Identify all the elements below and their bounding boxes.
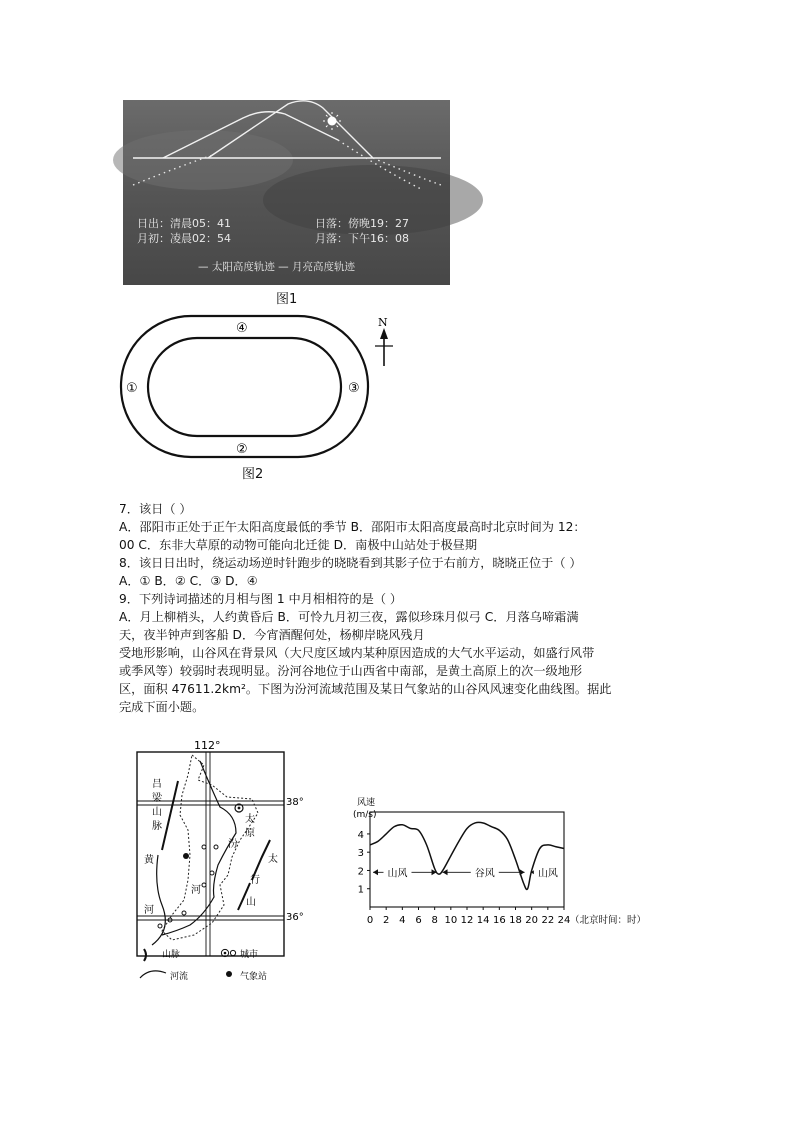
chart-period-label: 谷风 (474, 868, 495, 880)
svg-text:太: 太 (245, 814, 255, 825)
chart-y-tick-label: 1 (357, 884, 364, 896)
latitude-36-label: 36° (286, 912, 304, 923)
moonrise-text: 月初：凌晨02：54 (137, 232, 231, 245)
svg-text:原: 原 (245, 828, 255, 839)
he-label-fen: 河 (191, 885, 201, 896)
wind-speed-chart (325, 790, 690, 930)
svg-text:行: 行 (250, 875, 260, 886)
chart-x-tick-label: 16 (492, 915, 506, 926)
track-inner (148, 338, 341, 436)
chart-x-tick-label: 4 (399, 915, 406, 926)
chart-series-line (370, 822, 564, 889)
svg-text:梁: 梁 (152, 793, 162, 804)
chart-ylabel-line2: (m/s) (353, 810, 377, 820)
track-position-4: ④ (236, 321, 248, 336)
chart-y-tick-label: 3 (357, 848, 364, 860)
figure-2-caption: 图2 (242, 467, 264, 482)
chart-period-label: 山风 (387, 868, 408, 880)
chart-x-axis-label: （北京时间：时） (570, 915, 647, 926)
chart-y-tick-label: 4 (357, 829, 364, 841)
svg-text:太: 太 (268, 854, 278, 865)
sunset-text: 日落：傍晚19：27 (315, 217, 409, 230)
figure-1-photo (123, 100, 450, 285)
legend-mountain-icon (144, 949, 146, 961)
legend-river-icon (140, 971, 166, 978)
legend-city-label: 城市 (240, 950, 259, 960)
legend-river-label: 河流 (170, 972, 189, 982)
question-9-title: 9．下列诗词描述的月相与图 1 中月相相符的是（ ） (119, 592, 403, 606)
taihang-label (246, 852, 278, 908)
track-position-3: ③ (348, 381, 360, 396)
chart-ylabel-line1: 风速 (357, 798, 376, 808)
figure-1-caption: 图1 (276, 292, 298, 307)
chart-x-tick-label: 22 (541, 915, 555, 926)
svg-text:山: 山 (152, 807, 162, 818)
question-8-title: 8．该日日出时，绕运动场逆时针跑步的晓晓看到其影子位于右前方，晓晓正位于（ ） (119, 556, 582, 570)
legend-station-label: 气象站 (240, 972, 268, 982)
svg-text:脉: 脉 (152, 821, 162, 832)
he-label-yellow: 河 (144, 905, 154, 916)
chart-x-tick-label: 10 (444, 915, 458, 926)
fen-label: 汾 (228, 839, 238, 850)
svg-text:山: 山 (246, 897, 256, 908)
moonset-text: 月落：下午16：08 (315, 232, 409, 245)
chart-x-tick-label: 2 (382, 915, 390, 926)
lvliang-mountain-symbol (162, 781, 178, 850)
latitude-38-label: 38° (286, 797, 304, 808)
sunrise-text: 日出：清晨05：41 (137, 217, 231, 230)
figure-2-track-diagram (118, 310, 408, 465)
legend-mountain-label: 山脉 (162, 950, 181, 960)
chart-period-arrow-left (373, 869, 378, 875)
yellow-river (152, 855, 165, 945)
svg-text:吕: 吕 (152, 779, 162, 790)
question-9-options-line2: 天，夜半钟声到客船 D．今宵酒醒何处，杨柳岸晓风残月 (119, 628, 425, 642)
weather-station-icon (183, 853, 189, 859)
huang-label: 黄 (144, 855, 154, 866)
question-7-options-line1: A．邵阳市正处于正午太阳高度最低的季节 B．邵阳市太阳高度最高时北京时间为 12： (119, 520, 586, 534)
passage-line-3: 区，面积 47611.2km²。下图为汾河流域范围及某日气象站的山谷风风速变化曲线图。据此 (119, 682, 612, 696)
longitude-112-label: 112° (194, 739, 221, 752)
chart-x-tick-label: 8 (431, 915, 438, 926)
passage-line-2: 或季风等）较弱时表现明显。汾河谷地位于山西省中南部，是黄土高原上的次一级地形 (119, 664, 583, 678)
question-9-options-line1: A．月上柳梢头，人约黄昏后 B．可怜九月初三夜，露似珍珠月似弓 C．月落乌啼霜满 (119, 610, 579, 624)
chart-x-tick-label: 0 (366, 915, 374, 926)
question-8-options: A．① B．② C．③ D．④ (119, 574, 258, 588)
figure1-legend: — 太阳高度轨迹 — 月亮高度轨迹 (198, 261, 356, 273)
north-arrow-icon (375, 328, 393, 366)
chart-x-tick-label: 6 (415, 915, 422, 926)
chart-x-tick-label: 24 (557, 915, 571, 926)
question-7-title: 7．该日（ ） (119, 502, 192, 516)
question-7-options-line2: 00 C．东非大草原的动物可能向北迁徙 D．南极中山站处于极昼期 (119, 538, 478, 552)
passage-line-4: 完成下面小题。 (119, 700, 205, 714)
fen-river-basin-map (132, 735, 304, 985)
chart-x-tick-label: 14 (476, 915, 490, 926)
chart-y-tick-label: 2 (357, 866, 364, 878)
chart-x-tick-label: 12 (460, 915, 474, 926)
chart-period-label: 山风 (537, 868, 558, 880)
north-label: N (378, 316, 388, 329)
passage-line-1: 受地形影响，山谷风在背景风（大尺度区域内某种原因造成的大气水平运动，如盛行风带 (119, 646, 595, 660)
track-position-1: ① (126, 381, 138, 396)
fen-river (162, 761, 236, 935)
chart-x-tick-label: 20 (525, 915, 539, 926)
legend-station-icon (226, 971, 232, 977)
sun-moon-trajectory-diagram (123, 100, 450, 285)
chart-x-tick-label: 18 (509, 915, 522, 926)
track-position-2: ② (236, 442, 248, 457)
